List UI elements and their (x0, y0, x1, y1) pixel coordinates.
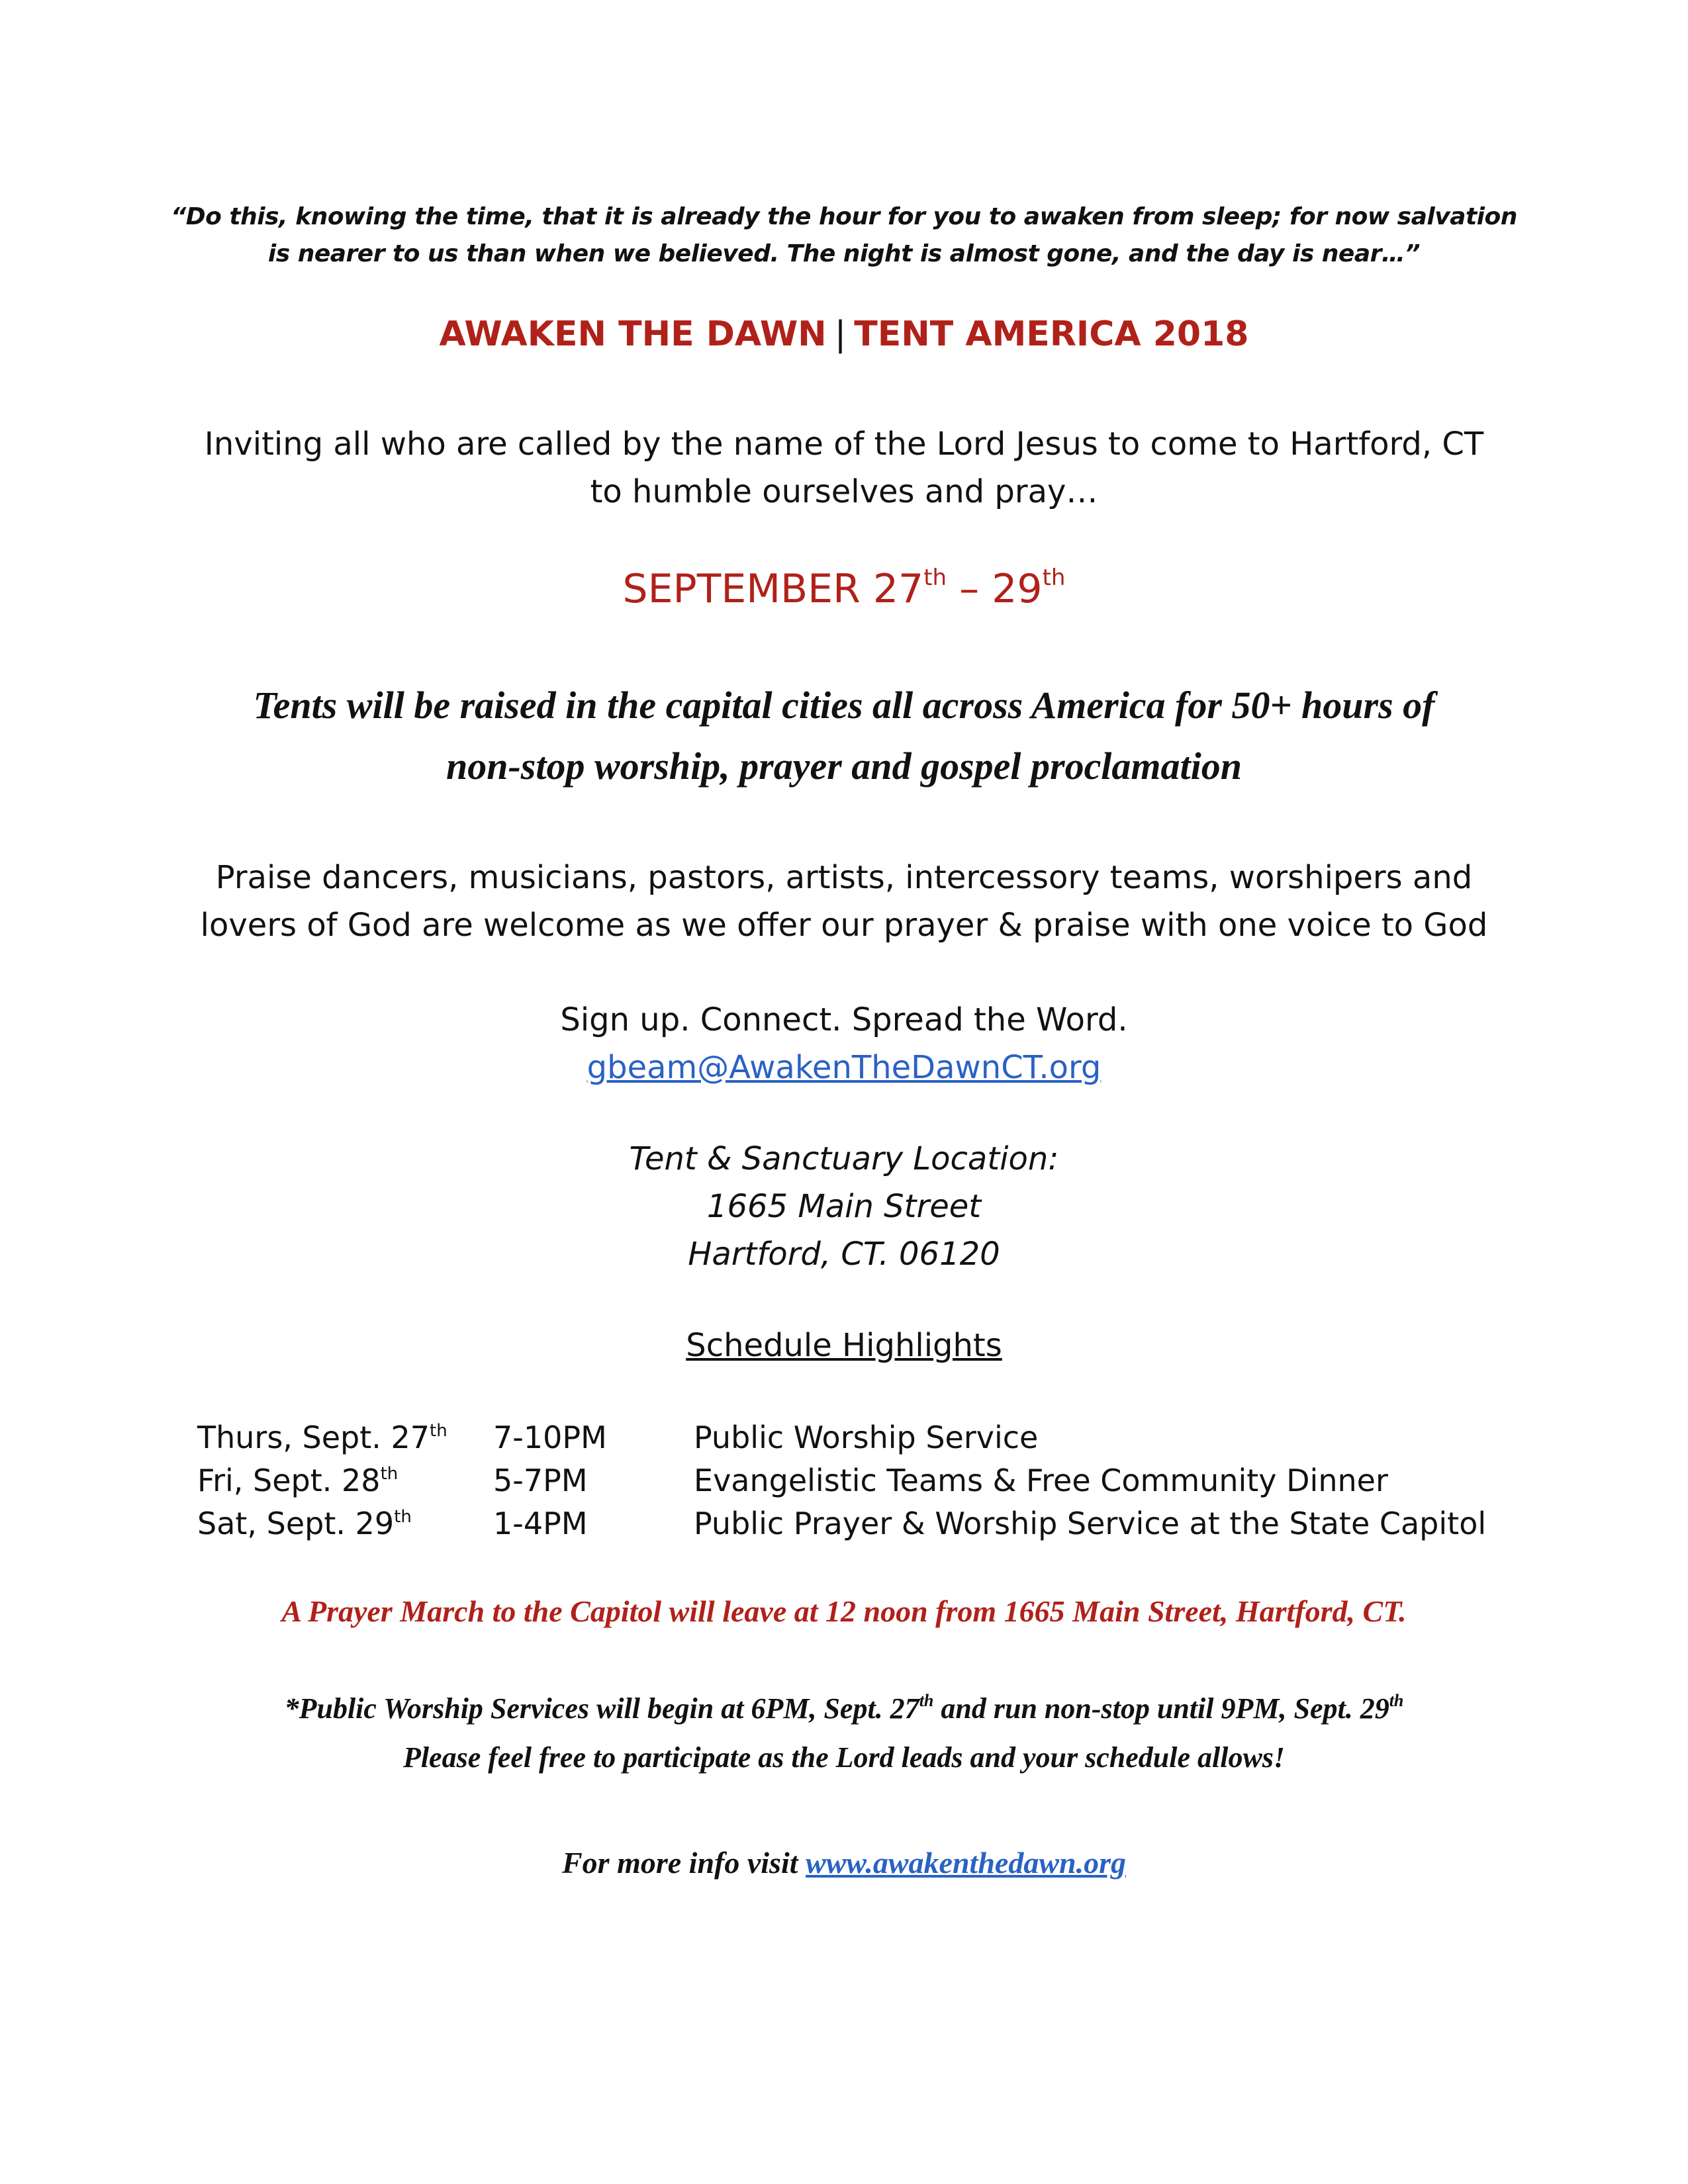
worship-note-line-2: Please feel free to participate as the Lord leads and your schedule allows! (402, 1741, 1286, 1774)
schedule-event: Public Prayer & Worship Service at the State Capitol (694, 1506, 1487, 1541)
invite-line-1: Inviting all who are called by the name of the Lord Jesus to come to Hartford, CT (204, 426, 1484, 463)
worship-note-suffix-2: th (1389, 1691, 1404, 1710)
schedule-table (197, 1416, 1521, 1545)
location-block (0, 1135, 1688, 1278)
schedule-event: Evangelistic Teams & Free Community Dinner (694, 1463, 1388, 1498)
email-line (0, 1044, 1688, 1091)
location-city: Hartford, CT. 06120 (688, 1236, 1000, 1273)
praise-line-1: Praise dancers, musicians, pastors, artists, intercessory teams, worshipers and (215, 859, 1473, 896)
event-dates (0, 563, 1688, 615)
day-suffix: th (394, 1507, 412, 1527)
title-left: AWAKEN THE DAWN (439, 314, 827, 354)
scripture-quote (0, 199, 1688, 273)
welcome-text (0, 854, 1688, 949)
schedule-row (197, 1459, 1521, 1502)
email-link[interactable]: gbeam@AwakenTheDawnCT.org (586, 1049, 1102, 1086)
schedule-row (197, 1502, 1521, 1545)
dates-end-suffix: th (1042, 565, 1066, 591)
worship-note-line-1 (0, 1684, 1688, 1733)
day-suffix: th (430, 1421, 447, 1441)
worship-note-suffix-1: th (919, 1691, 934, 1710)
schedule-event: Public Worship Service (694, 1420, 1039, 1455)
event-title (0, 311, 1688, 357)
schedule-time: 5-7PM (493, 1463, 588, 1498)
prayer-march-notice: A Prayer March to the Capitol will leave at 12 noon from 1665 Main Street, Hartford, CT. (281, 1594, 1407, 1628)
signup-text: Sign up. Connect. Spread the Word. (560, 1001, 1128, 1038)
dates-start-suffix: th (923, 565, 947, 591)
more-info (0, 1840, 1688, 1886)
schedule-day (197, 1502, 412, 1545)
day-suffix: th (380, 1464, 399, 1484)
quote-line-1: “Do this, knowing the time, that it is already the hour for you to awaken from sleep; for now salvation (171, 203, 1517, 230)
schedule-day (197, 1459, 398, 1502)
location-label: Tent & Sanctuary Location: (629, 1140, 1059, 1177)
tents-line-2: non-stop worship, prayer and gospel proclamation (445, 745, 1243, 788)
day-text: Sat, Sept. 29 (197, 1506, 395, 1541)
quote-line-2: is nearer to us than when we believed. The night is almost gone, and the day is near…” (267, 240, 1421, 267)
schedule-day (197, 1416, 447, 1459)
worship-note-part-1: *Public Worship Services will begin at 6PM, Sept. 27 (284, 1692, 919, 1725)
tents-line-1: Tents will be raised in the capital cities all across America for 50+ hours of (253, 684, 1435, 727)
schedule-time: 1-4PM (493, 1506, 588, 1541)
day-text: Thurs, Sept. 27 (197, 1420, 430, 1455)
schedule-time: 7-10PM (493, 1420, 607, 1455)
tents-statement (0, 675, 1688, 797)
location-street: 1665 Main Street (706, 1188, 982, 1225)
day-text: Fri, Sept. 28 (197, 1463, 381, 1498)
invite-line-2: to humble ourselves and pray… (590, 473, 1098, 510)
schedule-heading: Schedule Highlights (686, 1327, 1002, 1364)
dates-end: – 29 (947, 566, 1043, 612)
title-right: TENT AMERICA 2018 (854, 314, 1249, 354)
dates-start: SEPTEMBER 27 (622, 566, 924, 612)
praise-line-2: lovers of God are welcome as we offer our prayer & praise with one voice to God (200, 907, 1488, 944)
more-info-prefix: For more info visit (562, 1846, 806, 1880)
worship-note-part-2: and run non-stop until 9PM, Sept. 29 (933, 1692, 1389, 1725)
worship-note (0, 1684, 1688, 1782)
invitation-text (0, 420, 1688, 516)
website-link[interactable]: www.awakenthedawn.org (806, 1846, 1126, 1880)
title-separator: | (834, 314, 847, 354)
schedule-row (197, 1416, 1521, 1459)
